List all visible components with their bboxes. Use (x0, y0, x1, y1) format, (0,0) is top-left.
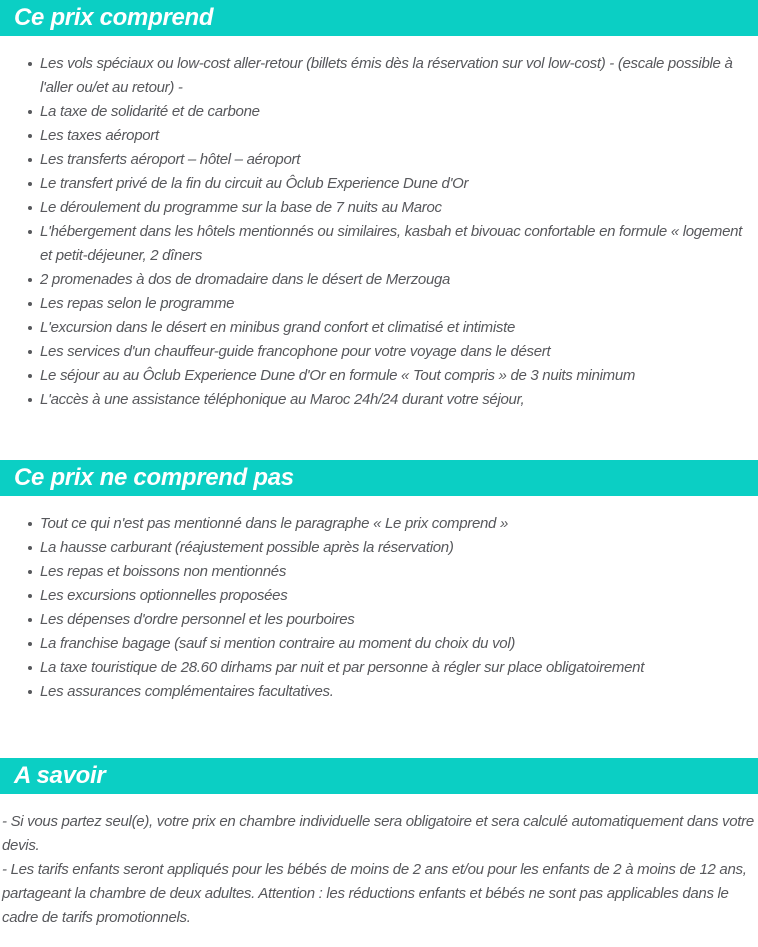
list-item: Les services d'un chauffeur-guide francophone pour votre voyage dans le désert (40, 340, 744, 364)
list-item: Le transfert privé de la fin du circuit au Ôclub Experience Dune d'Or (40, 172, 744, 196)
price-excludes-title: Ce prix ne comprend pas (14, 464, 294, 491)
list-item: L'accès à une assistance téléphonique au Maroc 24h/24 durant votre séjour, (40, 388, 744, 412)
price-includes-list (0, 52, 744, 412)
section-price-excludes (0, 460, 758, 704)
list-item: Les assurances complémentaires facultatives. (40, 680, 744, 704)
good-to-know-title: A savoir (14, 762, 106, 789)
list-item: La franchise bagage (sauf si mention contraire au moment du choix du vol) (40, 632, 744, 656)
list-item: 2 promenades à dos de dromadaire dans le désert de Merzouga (40, 268, 744, 292)
list-item: La taxe de solidarité et de carbone (40, 100, 744, 124)
price-excludes-header-bar (0, 460, 758, 496)
good-to-know-notes (0, 810, 758, 930)
price-includes-title: Ce prix comprend (14, 4, 214, 31)
note-paragraph-child-rates: - Les tarifs enfants seront appliqués pour les bébés de moins de 2 ans et/ou pour les enfants de 2 à moins de 12 ans, partageant la chambre de deux adultes. Attention : les réductions enfants et bébés ne sont pas applicables dans le cadre de tarifs promotionnels. (2, 861, 747, 926)
section-price-includes (0, 0, 758, 412)
price-excludes-list (0, 512, 744, 704)
note-paragraph-single-room: - Si vous partez seul(e), votre prix en chambre individuelle sera obligatoire et sera calculé automatiquement dans votre devis. (2, 813, 754, 854)
list-item: Les vols spéciaux ou low-cost aller-retour (billets émis dès la réservation sur vol low-cost) - (escale possible à l'aller ou/et au retour) - (40, 52, 744, 100)
section-good-to-know (0, 758, 758, 930)
list-item: La taxe touristique de 28.60 dirhams par nuit et par personne à régler sur place obligatoirement (40, 656, 744, 680)
list-item: Les repas et boissons non mentionnés (40, 560, 744, 584)
list-item: Le déroulement du programme sur la base de 7 nuits au Maroc (40, 196, 744, 220)
list-item: La hausse carburant (réajustement possible après la réservation) (40, 536, 744, 560)
list-item: Les transferts aéroport – hôtel – aéroport (40, 148, 744, 172)
list-item: Tout ce qui n'est pas mentionné dans le paragraphe « Le prix comprend » (40, 512, 744, 536)
list-item: Les dépenses d'ordre personnel et les pourboires (40, 608, 744, 632)
list-item: Les repas selon le programme (40, 292, 744, 316)
good-to-know-header-bar (0, 758, 758, 794)
list-item: L'hébergement dans les hôtels mentionnés ou similaires, kasbah et bivouac confortable en formule « logement et petit-déjeuner, 2 dîners (40, 220, 744, 268)
list-item: Les taxes aéroport (40, 124, 744, 148)
list-item: Le séjour au au Ôclub Experience Dune d'Or en formule « Tout compris » de 3 nuits minimum (40, 364, 744, 388)
list-item: Les excursions optionnelles proposées (40, 584, 744, 608)
list-item: L'excursion dans le désert en minibus grand confort et climatisé et intimiste (40, 316, 744, 340)
price-includes-header-bar (0, 0, 758, 36)
